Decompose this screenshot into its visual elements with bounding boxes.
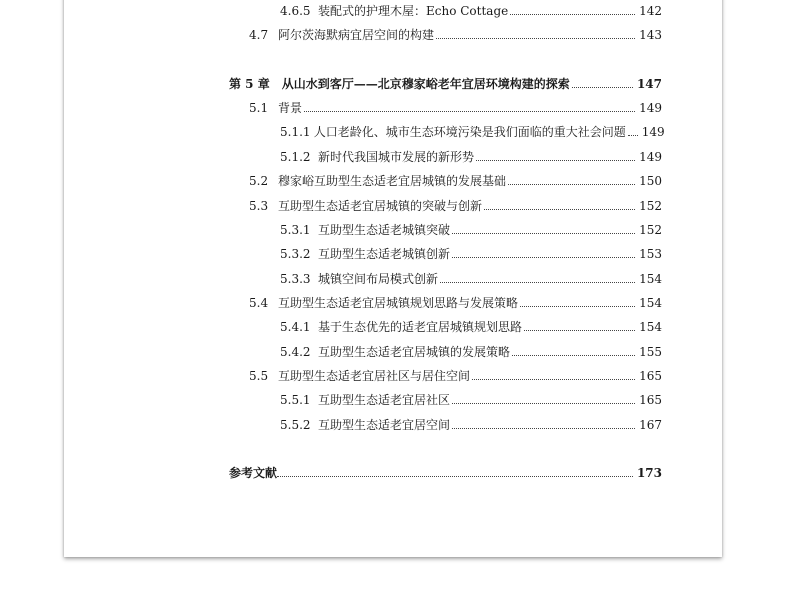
dot-leader: [524, 330, 635, 331]
toc-entry-5-1-1[interactable]: [280, 124, 665, 140]
toc-entry-5-3-3[interactable]: [280, 271, 662, 287]
toc-number: 5.1.2: [280, 150, 311, 164]
toc-title: 互助型生态适老宜居城镇规划思路与发展策略: [278, 296, 519, 310]
dot-leader: [520, 306, 635, 307]
dot-leader: [452, 233, 635, 234]
toc-entry-references[interactable]: [229, 465, 662, 481]
toc-number: 5.4.1: [280, 320, 311, 334]
toc-page-number: 147: [636, 77, 662, 91]
toc-page-number: 142: [639, 4, 662, 18]
toc-number: 5.1.1: [280, 125, 311, 139]
toc-title: 互助型生态适老宜居城镇的发展策略: [318, 345, 511, 359]
toc-page-number: 149: [641, 125, 665, 139]
toc-number: 5.4: [249, 296, 269, 310]
toc-title: 参考文献: [229, 466, 278, 480]
toc-title: 互助型生态适老宜居社区与居住空间: [278, 369, 471, 383]
dot-leader: [512, 355, 635, 356]
toc-page-number: 152: [639, 223, 662, 237]
toc-number: 5.3.2: [280, 247, 311, 261]
dot-leader: [440, 282, 635, 283]
dot-leader: [508, 184, 635, 185]
toc-page-number: 152: [639, 199, 662, 213]
toc-page-number: 154: [639, 272, 662, 286]
toc-entry-5-5-2[interactable]: [280, 417, 662, 433]
toc-chapter-number: 第 5 章: [229, 77, 270, 91]
toc-page-number: 149: [639, 150, 662, 164]
toc-entry-chapter-5[interactable]: [229, 76, 662, 92]
toc-entry-5-2[interactable]: [249, 173, 662, 189]
toc-title: 基于生态优先的适老宜居城镇规划思路: [318, 320, 523, 334]
dot-leader: [484, 209, 635, 210]
toc-page-number: 154: [639, 296, 662, 310]
toc-number: 5.1: [249, 101, 269, 115]
toc-page-number: 155: [639, 345, 662, 359]
dot-leader: [304, 111, 635, 112]
toc-number: 4.7: [249, 28, 269, 42]
toc-page-number: 143: [639, 28, 662, 42]
dot-leader: [476, 160, 635, 161]
dot-leader: [472, 379, 635, 380]
toc-number: 5.3.3: [280, 272, 311, 286]
toc-entry-5-5-1[interactable]: [280, 392, 662, 408]
toc-entry-5-4-2[interactable]: [280, 344, 662, 360]
toc-title: 背景: [278, 101, 303, 115]
toc-title: 人口老龄化、城市生态环境污染是我们面临的重大社会问题: [313, 125, 626, 139]
toc-chapter-title: 从山水到客厅——北京穆家峪老年宜居环境构建的探索: [281, 77, 570, 91]
toc-title: 新时代我国城市发展的新形势: [318, 150, 475, 164]
toc-entry-5-4-1[interactable]: [280, 319, 662, 335]
toc-title: 互助型生态适老宜居社区: [318, 393, 451, 407]
toc-entry-5-1[interactable]: [249, 100, 662, 116]
document-page: [64, 0, 722, 557]
toc-page-number: 154: [639, 320, 662, 334]
dot-leader: [452, 257, 635, 258]
dot-leader: [452, 403, 635, 404]
dot-leader: [436, 38, 635, 39]
toc-title: 互助型生态适老宜居空间: [318, 418, 451, 432]
toc-entry-5-3-1[interactable]: [280, 222, 662, 238]
toc-entry-5-4[interactable]: [249, 295, 662, 311]
toc-page-number: 165: [639, 393, 662, 407]
toc-entry-4-7[interactable]: [249, 27, 662, 43]
toc-title: 互助型生态适老宜居城镇的突破与创新: [278, 199, 483, 213]
toc-page-number: 167: [639, 418, 662, 432]
dot-leader: [628, 135, 638, 136]
toc-page-number: 153: [639, 247, 662, 261]
dot-leader: [510, 14, 635, 15]
toc-number: 5.4.2: [280, 345, 311, 359]
toc-number: 4.6.5: [280, 4, 311, 18]
toc-title: 城镇空间布局模式创新: [318, 272, 439, 286]
dot-leader: [277, 476, 633, 477]
toc-entry-5-1-2[interactable]: [280, 149, 662, 165]
toc-number: 5.5.2: [280, 418, 311, 432]
toc-page-number: 173: [636, 466, 662, 480]
toc-title: 装配式的护理木屋：Echo Cottage: [318, 4, 509, 18]
toc-entry-5-3-2[interactable]: [280, 246, 662, 262]
toc-page-number: 150: [639, 174, 662, 188]
toc-number: 5.5.1: [280, 393, 311, 407]
dot-leader: [572, 87, 633, 88]
toc-title: 互助型生态适老城镇创新: [318, 247, 451, 261]
toc-page-number: 149: [639, 101, 662, 115]
toc-title: 互助型生态适老城镇突破: [318, 223, 451, 237]
toc-entry-5-3[interactable]: [249, 198, 662, 214]
toc-entry-5-5[interactable]: [249, 368, 662, 384]
toc-page-number: 165: [639, 369, 662, 383]
toc-entry-4-6-5[interactable]: [280, 3, 662, 19]
toc-title: 阿尔茨海默病宜居空间的构建: [278, 28, 435, 42]
toc-number: 5.3: [249, 199, 269, 213]
toc-number: 5.5: [249, 369, 269, 383]
toc-title: 穆家峪互助型生态适老宜居城镇的发展基础: [278, 174, 507, 188]
toc-number: 5.2: [249, 174, 269, 188]
dot-leader: [452, 428, 635, 429]
toc-number: 5.3.1: [280, 223, 311, 237]
